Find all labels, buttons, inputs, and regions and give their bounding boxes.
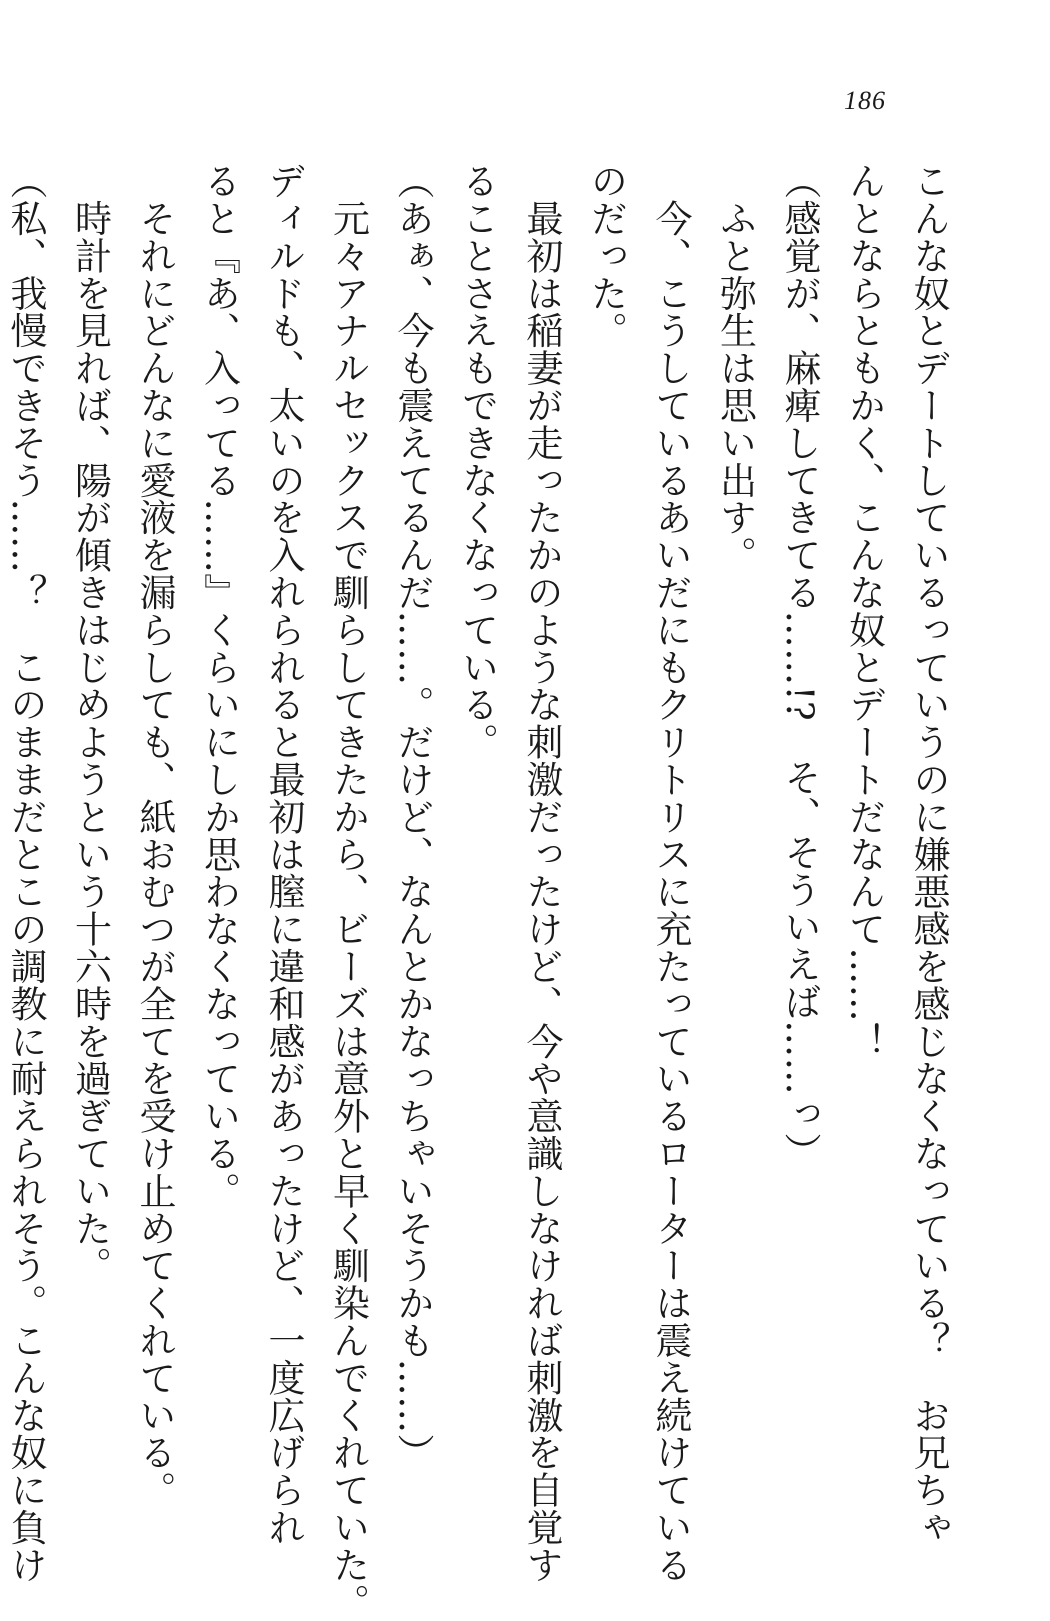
text-line: （感覚が、麻痺してきてる……!? そ、そういえば……っ） bbox=[778, 162, 821, 1170]
page-number: 186 bbox=[844, 86, 886, 115]
text-line: 時計を見れば、陽が傾きはじめようという十六時を過ぎていた。 bbox=[68, 162, 112, 1284]
text-line: 今、こうしているあいだにもクリトリスに充たっているローターは震え続けている bbox=[649, 162, 692, 1584]
text-line: 元々アナルセックスで馴らしてきたから、ビーズは意外と早く馴染んでくれていた。 bbox=[326, 162, 370, 1621]
text-line: こんな奴とデートしているっていうのに嫌悪感を感じなくなっている？ お兄ちゃ bbox=[907, 162, 950, 1546]
text-line: ふと弥生は思い出す。 bbox=[713, 162, 757, 574]
text-line: ると『あ、入ってる……』くらいにしか思わなくなっている。 bbox=[197, 162, 241, 1210]
text-line: んとならともかく、こんな奴とデートだなんて……！ bbox=[842, 162, 886, 1060]
text-line: のだった。 bbox=[584, 162, 628, 349]
text-line: 最初は稲妻が走ったかのような刺激だったけど、今や意識しなければ刺激を自覚す bbox=[520, 162, 563, 1584]
text-line: ることさえもできなくなっている。 bbox=[455, 162, 499, 761]
text-line: それにどんなに愛液を漏らしても、紙おむつが全てを受け止めてくれている。 bbox=[133, 162, 176, 1509]
text-line: ディルドも、太いのを入れられると最初は膣に違和感があったけど、一度広げられ bbox=[262, 162, 305, 1546]
text-line: （私、我慢できそう……？ このままだとこの調教に耐えられそう。こんな奴に負け bbox=[4, 162, 47, 1584]
body-text bbox=[4, 162, 960, 1621]
text-line: （あぁ、今も震えてるんだ……。だけど、なんとかなっちゃいそうかも……） bbox=[391, 162, 434, 1471]
